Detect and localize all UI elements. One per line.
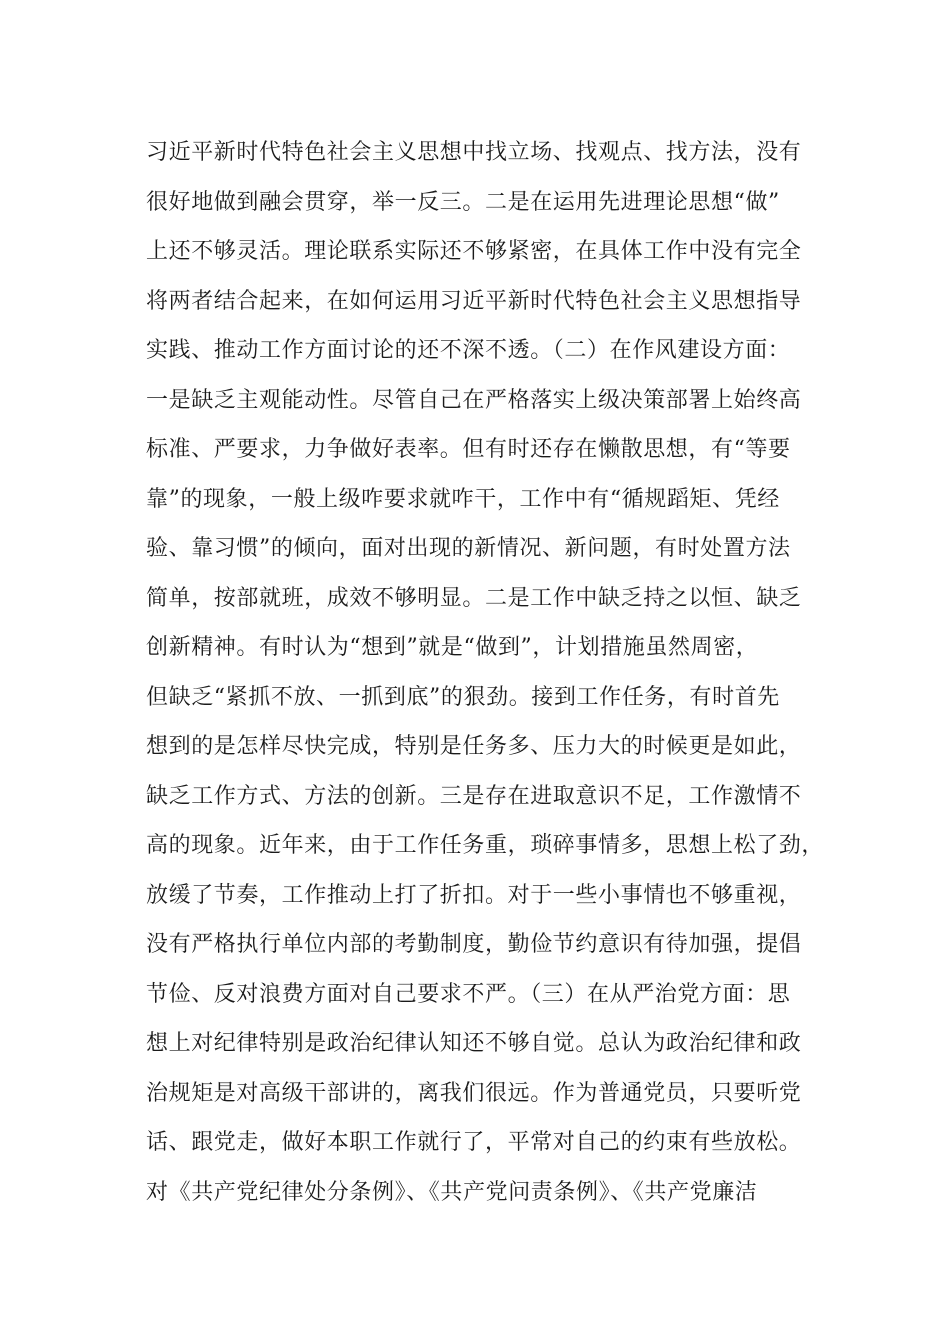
text-line: 没有严格执行单位内部的考勤制度，勤俭节约意识有待加强，提倡 [146, 932, 802, 957]
text-line: 习近平新时代特色社会主义思想中找立场、找观点、找方法，没有 [146, 140, 802, 165]
text-line: 想到的是怎样尽快完成，特别是任务多、压力大的时候更是如此， [146, 734, 802, 759]
text-line: 将两者结合起来，在如何运用习近平新时代特色社会主义思想指导 [146, 288, 802, 314]
text-line: 验、靠习惯”的倾向，面对出现的新情况、新问题，有时处置方法 [146, 536, 791, 561]
text-line: 简单，按部就班，成效不够明显。二是工作中缺乏持之以恒、缺乏 [146, 585, 802, 611]
text-line: 放缓了节奏，工作推动上打了折扣。对于一些小事情也不够重视， [146, 882, 802, 908]
text-line: 话、跟党走，做好本职工作就行了，平常对自己的约束有些放松。 [146, 1130, 802, 1155]
text-line: 想上对纪律特别是政治纪律认知还不够自觉。总认为政治纪律和政 [146, 1031, 802, 1056]
text-line: 治规矩是对高级干部讲的，离我们很远。作为普通党员，只要听党 [146, 1080, 802, 1106]
text-line: 一是缺乏主观能动性。尽管自己在严格落实上级决策部署上始终高 [146, 387, 802, 413]
text-line: 缺乏工作方式、方法的创新。三是存在进取意识不足，工作激情不 [146, 783, 802, 809]
text-line: 上还不够灵活。理论联系实际还不够紧密，在具体工作中没有完全 [146, 239, 802, 264]
text-line: 实践、推动工作方面讨论的还不深不透。（二）在作风建设方面： [146, 338, 791, 363]
body-text [146, 133, 826, 1222]
text-line: 很好地做到融会贯穿，举一反三。二是在运用先进理论思想“做” [146, 189, 780, 215]
text-line: 高的现象。近年来，由于工作任务重，琐碎事情多，思想上松了劲， [146, 833, 825, 858]
text-line: 但缺乏“紧抓不放、一抓到底”的狠劲。接到工作任务，有时首先 [146, 684, 780, 710]
text-line: 节俭、反对浪费方面对自己要求不严。（三）在从严治党方面：思 [146, 981, 791, 1007]
text-line: 创新精神。有时认为“想到”就是“做到”，计划措施虽然周密， [146, 635, 759, 660]
text-line: 靠”的现象，一般上级咋要求就咋干，工作中有“循规蹈矩、凭经 [146, 486, 780, 512]
text-line: 标准、严要求，力争做好表率。但有时还存在懒散思想，有“等要 [146, 437, 791, 462]
text-line: 对《共产党纪律处分条例》、《共产党问责条例》、《共产党廉洁 [146, 1179, 758, 1205]
